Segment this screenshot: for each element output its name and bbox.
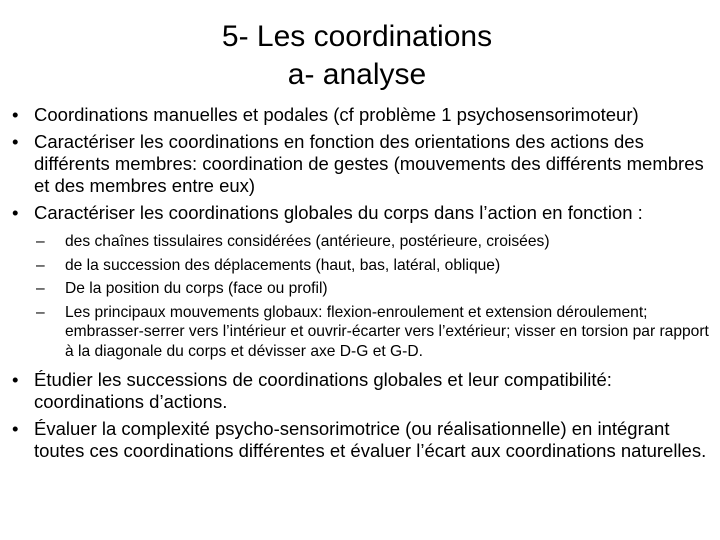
sub-bullet-item <box>10 279 716 299</box>
bullet-text: Caractériser les coordinations en fonction des orientations des actions des différents membres: coordination de gestes (mouvements des différents membres et des membres entre eux) <box>34 131 704 196</box>
dash-mark: – <box>36 303 45 321</box>
sub-bullet-text: des chaînes tissulaires considérées (antérieure, postérieure, croisées) <box>65 233 550 250</box>
slide-content <box>10 104 716 467</box>
sub-bullet-item <box>10 232 716 252</box>
slide-title-line-2: a- analyse <box>287 58 427 91</box>
sub-bullet-text: De la position du corps (face ou profil) <box>65 280 328 297</box>
dash-mark: – <box>36 233 45 250</box>
dash-mark: – <box>36 280 45 297</box>
sub-bullet-item <box>10 303 716 362</box>
bullet-mark: • <box>12 369 19 390</box>
dash-mark: – <box>36 256 45 274</box>
bullet-item <box>10 202 716 224</box>
bullet-item <box>10 369 716 413</box>
bullet-text: Caractériser les coordinations globales du corps dans l’action en fonction : <box>34 202 643 223</box>
bullet-item <box>10 418 716 462</box>
bullet-text: Coordinations manuelles et podales (cf problème 1 psychosensorimoteur) <box>34 104 639 125</box>
bullet-item <box>10 131 716 197</box>
sub-bullet-text: Les principaux mouvements globaux: flexion-enroulement et extension déroulement; embrasser-serrer vers l’intérieur et ouvrir-écarter vers l’extérieur; visser en torsion par rapport à la diagonale du corps et dévisser axe D-G et G-D. <box>65 303 709 360</box>
slide-title <box>100 18 614 94</box>
bullet-text: Évaluer la complexité psycho-sensorimotrice (ou réalisationnelle) en intégrant toutes ces coordinations différentes et évaluer l’écart aux coordinations naturelles. <box>34 418 707 461</box>
bullet-mark: • <box>12 202 19 223</box>
bullet-mark: • <box>12 104 19 125</box>
sub-bullet-list <box>10 232 716 361</box>
sub-bullet-text: de la succession des déplacements (haut, bas, latéral, oblique) <box>65 256 501 274</box>
bullet-mark: • <box>12 418 19 439</box>
slide-title-line-1: 5- Les coordinations <box>221 20 493 53</box>
bullet-text: Étudier les successions de coordinations globales et leur compatibilité: coordinations d’actions. <box>34 369 612 412</box>
bullet-mark: • <box>12 131 19 152</box>
bullet-item <box>10 104 716 126</box>
sub-bullet-item <box>10 256 716 276</box>
